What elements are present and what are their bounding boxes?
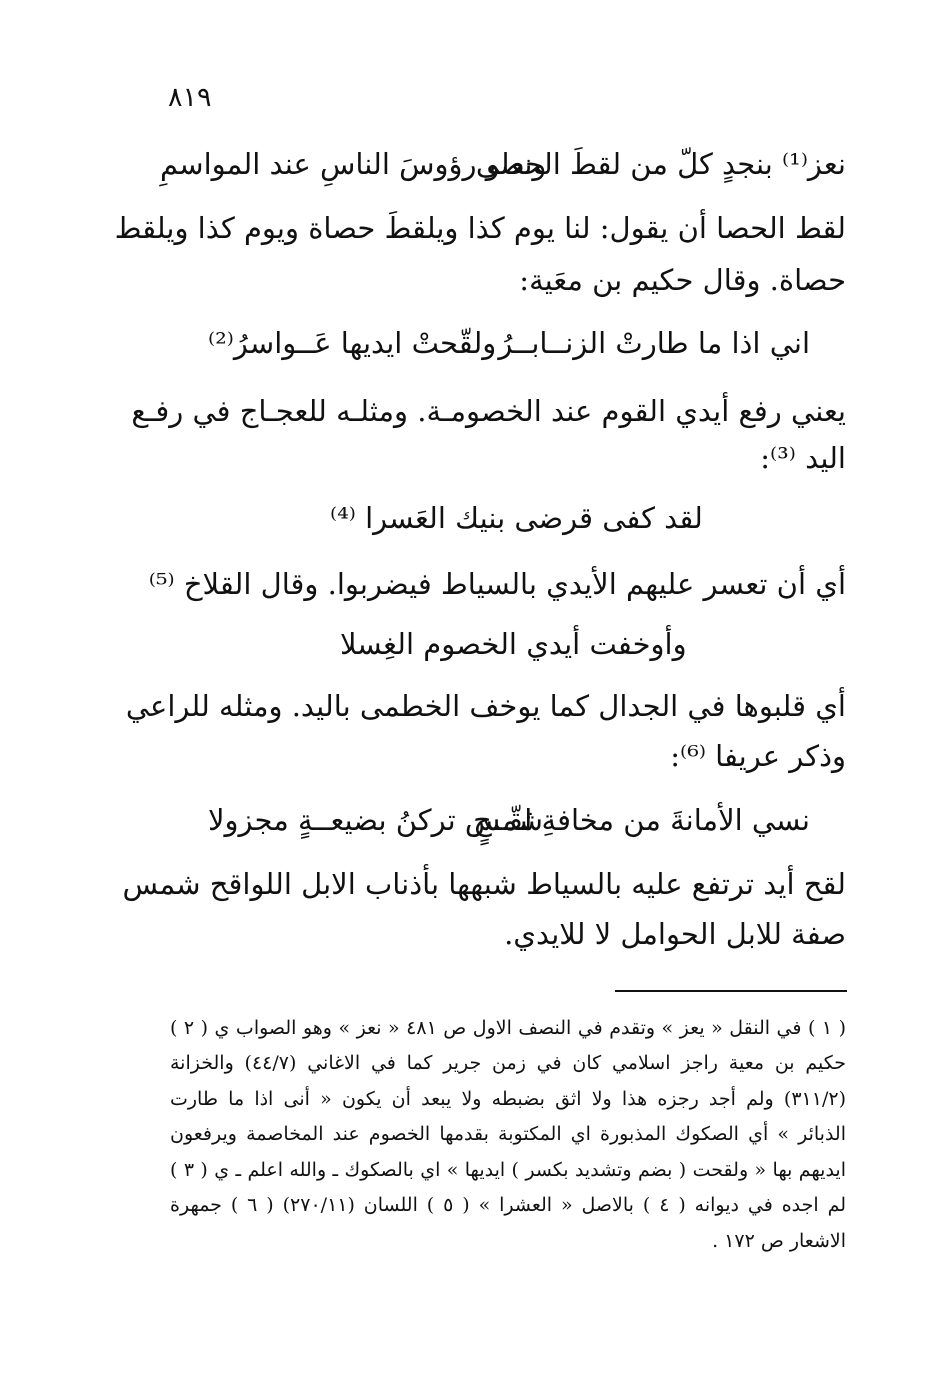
footnote-divider [615,990,847,992]
footnote-line-4: الذبائر » أي الصكوك المذبورة اي المكتوبة بقدمها الخصوم عند المخاصمة ويرفعون [170,1123,846,1145]
verse-2-first-hemistich: اني اذا ما طارتْ الزنــابــرُ [498,326,810,360]
verse-3: لقد كفى قرضى بنيك العَسرا ⁽⁴⁾ [330,501,703,535]
verse-5-first-hemistich: نسي الأمانةَ من مخافةِ لقّــحٍ [473,803,810,837]
paragraph-4-line-1: أي قلبوها في الجدال كما يوخف الخطمى باليد. ومثله للراعي [125,689,846,723]
paragraph-1-line-2: حصاة. وقال حكيم بن معَية: [519,263,846,297]
paragraph-1-line-1: لقط الحصا أن يقول: لنا يوم كذا ويلقطَ حصاة ويوم كذا ويلقط [114,211,846,245]
footnote-line-5: ايديهم بها « ولقحت ( بضم وتشديد بكسر ) ايديها » اي بالصكوك ـ والله اعلم ـ ي ( ٣ ) [170,1159,846,1181]
footnote-line-7: الاشعار ص ١٧٢ . [712,1230,846,1252]
page-number: ٨١٩ [168,82,212,113]
footnote-line-1: ( ١ ) في النقل « يعز » وتقدم في النصف الاول ص ٤٨١ « نعز » وهو الصواب ي ( ٢ ) [170,1017,847,1039]
verse-2-second-hemistich: ولقّحتْ ايديها عَــواسرُ⁽²⁾ [208,326,497,360]
verse-5-second-hemistich: شمس تركنُ بضيعــةٍ مجزولا [208,803,543,837]
verse-4: وأوخفت أيدي الخصوم الغِسلا [340,627,687,661]
paragraph-5-line-1: لقح أيد ترتفع عليه بالسياط شبهها بأذناب الابل اللواقح شمس [122,867,846,901]
footnote-line-6: لم اجده في ديوانه ( ٤ ) بالاصل « العشرا » ( ٥ ) اللسان (٢٧٠/١١) ( ٦ ) جمهرة [170,1194,847,1216]
verse-1-first-hemistich: نعز⁽¹⁾ بنجدٍ كلّ من لقطَ الحصى [475,147,846,181]
footnote-line-3: (٣١١/٢) ولم أجد رجزه هذا ولا اثق بضبطه ولا يبعد أن يكون « أنى اذا ما طارت [170,1088,846,1110]
paragraph-5-line-2: صفة للابل الحوامل لا للايدي. [504,917,846,951]
paragraph-2-line-1: يعني رفع أيدي القوم عند الخصومـة. ومثلـه للعجـاج في رفـع [131,394,846,428]
footnote-line-2: حكيم بن معية راجز اسلامي كان في زمن جرير كما في الاغاني (٤٤/٧) والخزانة [170,1052,846,1074]
paragraph-4-line-2: وذكر عريفا ⁽⁶⁾: [670,739,846,773]
verse-1-second-hemistich: ونعلو رؤوسَ الناسِ عند المواسمِ [160,147,547,181]
paragraph-2-line-2: اليد ⁽³⁾: [760,441,846,475]
paragraph-3: أي أن تعسر عليهم الأيدي بالسياط فيضربوا. وقال القلاخ ⁽⁵⁾ [148,567,846,601]
